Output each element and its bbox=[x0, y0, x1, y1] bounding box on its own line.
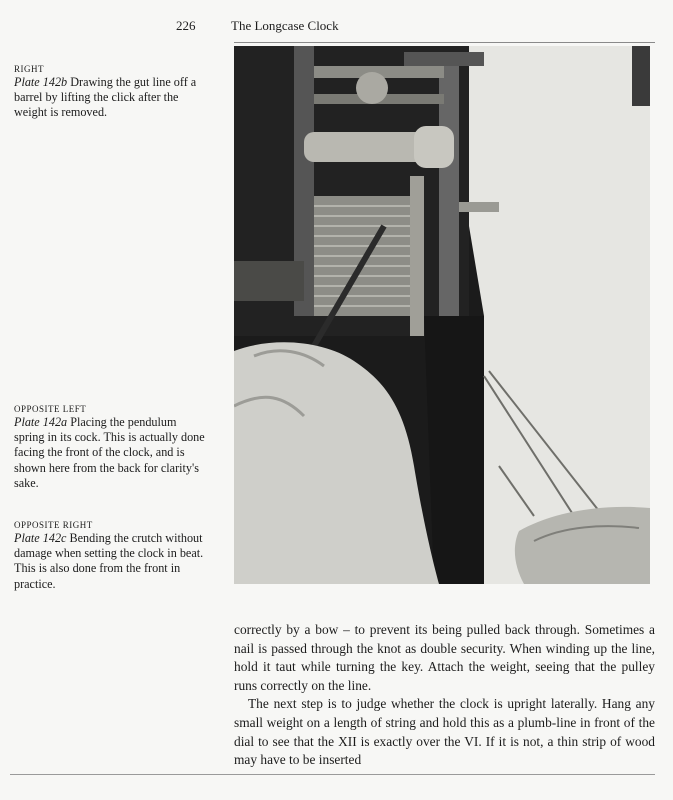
caption-position: OPPOSITE LEFT bbox=[14, 404, 87, 414]
caption-opposite-right bbox=[14, 519, 206, 592]
photo-illustration bbox=[234, 46, 650, 584]
body-paragraph: correctly by a bow – to prevent its being pulled back through. Sometimes a nail is passed through the knot as double security. When winding up the line, hold it taut while turning the key. Attach the weight, seeing that the pulley runs correctly on the line. bbox=[234, 622, 655, 693]
caption-position: OPPOSITE RIGHT bbox=[14, 520, 93, 530]
body-paragraph: The next step is to judge whether the clock is upright laterally. Hang any small weight on a length of string and hold this as a plumb-line in front of the dial to see that the XII is exactly over the VI. If it is not, a thin strip of wood may have to be inserted bbox=[234, 696, 655, 768]
caption-plate-label: Plate 142b bbox=[14, 75, 71, 89]
caption-plate-label: Plate 142c bbox=[14, 531, 70, 545]
running-title: The Longcase Clock bbox=[231, 18, 339, 33]
caption-right bbox=[14, 63, 206, 121]
clock-barrel-photo bbox=[234, 46, 650, 584]
caption-plate-label: Plate 142a bbox=[14, 415, 71, 429]
page-number: 226 bbox=[176, 18, 196, 33]
caption-opposite-left bbox=[14, 403, 206, 491]
footer-rule bbox=[10, 774, 655, 775]
caption-text: Drawing the gut line off a barrel by lifting the click after the weight is removed. bbox=[14, 75, 197, 120]
page-header bbox=[0, 18, 673, 38]
caption-text: Bending the crutch without damage when setting the clock in beat. This is also done from the front in practice. bbox=[14, 531, 204, 591]
body-text bbox=[234, 621, 655, 770]
caption-position: RIGHT bbox=[14, 64, 44, 74]
header-rule bbox=[234, 42, 655, 43]
caption-text: Placing the pendulum spring in its cock. This is actually done facing the front of the clock, and is shown here from the back for clarity's sake. bbox=[14, 415, 205, 490]
